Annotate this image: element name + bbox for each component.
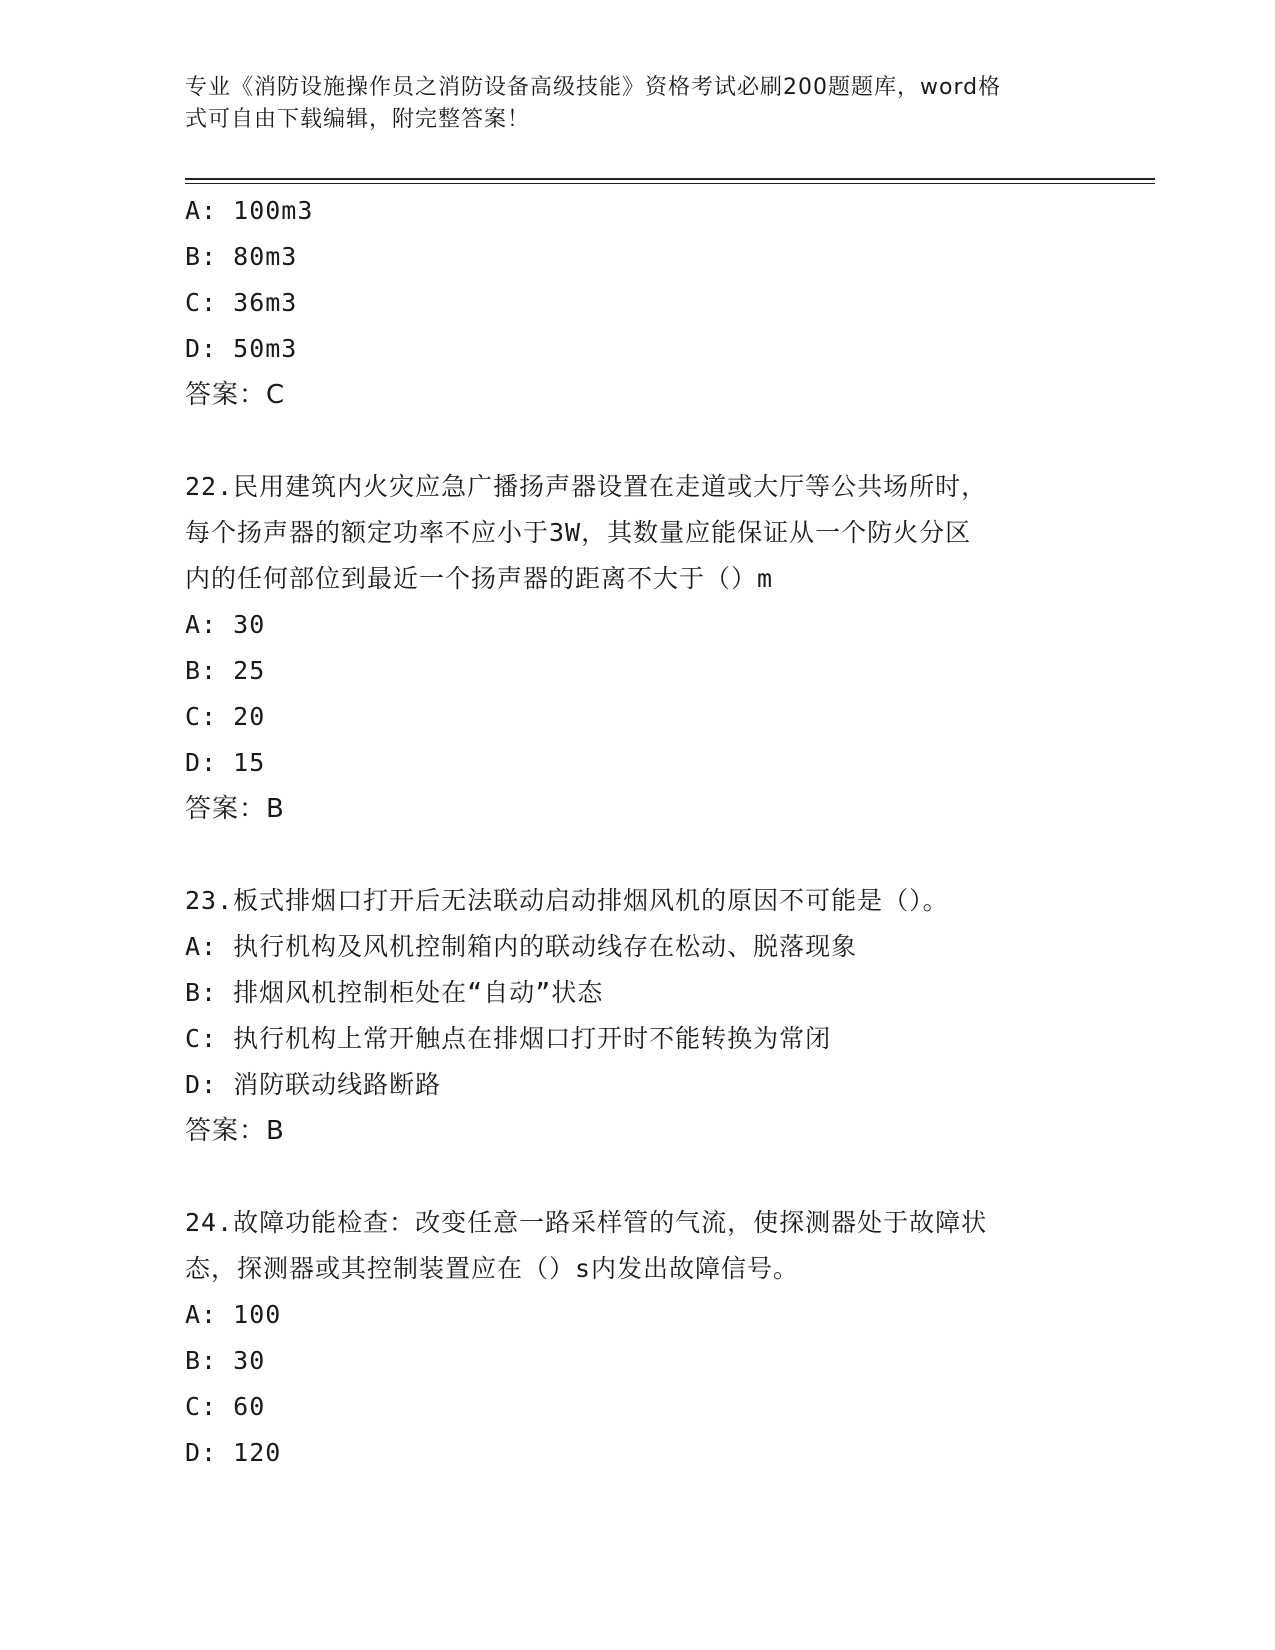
document-header [185,72,1065,136]
question-23 [185,878,1085,1154]
option-b: B: 30 [185,1346,266,1375]
option-a: A: 执行机构及风机控制箱内的联动线存在松动、脱落现象 [185,932,858,961]
header-divider-thick [185,178,1155,180]
answer: 答案：C [185,380,286,410]
option-c: C: 执行机构上常开触点在排烟口打开时不能转换为常闭 [185,1024,832,1053]
option-a: A: 100 [185,1300,282,1329]
option-a: A: 100m3 [185,196,314,225]
option-c: C: 20 [185,702,266,731]
question-list [185,188,1085,1476]
answer: 答案：B [185,794,285,824]
question-text-line: 内的任何部位到最近一个扬声器的距离不大于（）m [185,564,774,593]
spacer [185,1154,1085,1200]
option-d: D: 15 [185,748,266,777]
header-line-1: 专业《消防设施操作员之消防设备高级技能》资格考试必刷200题题库，word格 [185,75,1002,100]
question-text-line: 22.民用建筑内火灾应急广播扬声器设置在走道或大厅等公共场所时， [185,472,988,501]
header-divider-thin [185,183,1155,184]
spacer [185,418,1085,464]
question-text-line: 每个扬声器的额定功率不应小于3W，其数量应能保证从一个防火分区 [185,518,972,547]
option-a: A: 30 [185,610,266,639]
question-21 [185,188,1085,418]
question-text-line: 24.故障功能检查：改变任意一路采样管的气流，使探测器处于故障状 [185,1208,988,1237]
option-d: D: 消防联动线路断路 [185,1070,442,1099]
question-24 [185,1200,1085,1476]
option-b: B: 80m3 [185,242,298,271]
question-text-line: 态，探测器或其控制装置应在（）s内发出故障信号。 [185,1254,800,1283]
option-b: B: 25 [185,656,266,685]
question-text-line: 23.板式排烟口打开后无法联动启动排烟风机的原因不可能是（）。 [185,886,949,915]
option-c: C: 60 [185,1392,266,1421]
answer: 答案：B [185,1116,285,1146]
spacer [185,832,1085,878]
option-d: D: 120 [185,1438,282,1467]
question-22 [185,464,1085,832]
option-b: B: 排烟风机控制柜处在“自动”状态 [185,978,604,1007]
option-d: D: 50m3 [185,334,298,363]
header-line-2: 式可自由下载编辑，附完整答案！ [185,107,531,132]
option-c: C: 36m3 [185,288,298,317]
